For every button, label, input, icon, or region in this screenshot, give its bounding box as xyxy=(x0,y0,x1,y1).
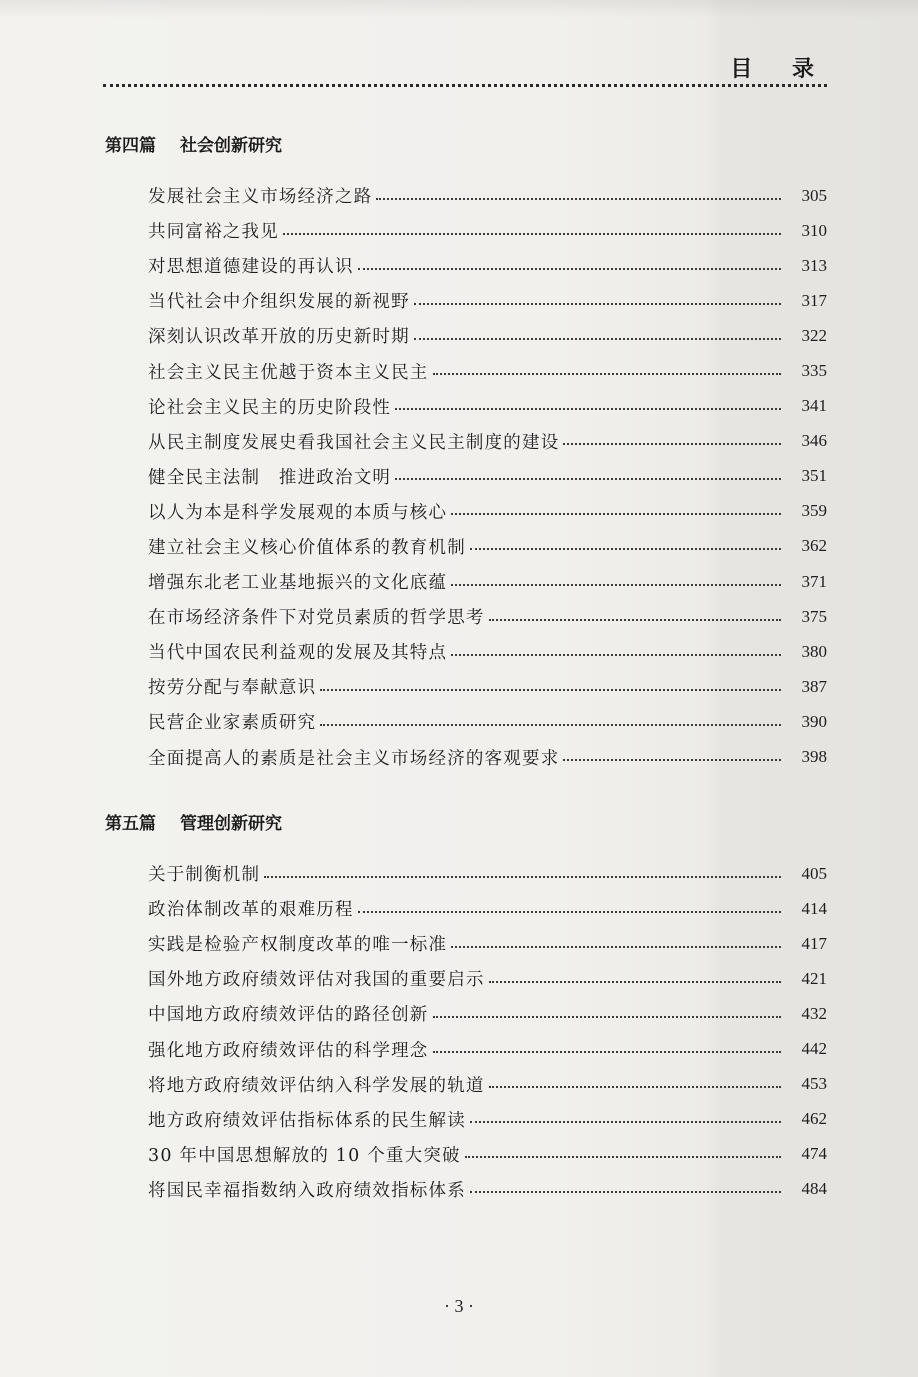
dot-leader xyxy=(433,1016,782,1018)
toc-entry-page: 421 xyxy=(801,968,827,988)
toc-entry-page: 362 xyxy=(801,536,827,556)
toc-entry[interactable] xyxy=(148,856,827,891)
toc-list xyxy=(105,178,827,775)
toc-entry-page: 398 xyxy=(801,747,827,767)
toc-entry-page: 417 xyxy=(801,933,827,953)
toc-entry[interactable] xyxy=(148,961,827,996)
toc-entry-page: 322 xyxy=(801,325,827,345)
toc-section-4 xyxy=(105,134,827,775)
dot-leader xyxy=(358,911,781,913)
toc-entry[interactable] xyxy=(148,1172,827,1207)
toc-entry-title: 从民主制度发展史看我国社会主义民主制度的建设 xyxy=(148,432,560,453)
toc-entry-page: 351 xyxy=(801,466,827,486)
toc-entry-title: 共同富裕之我见 xyxy=(148,222,279,243)
toc-entry[interactable] xyxy=(148,669,827,704)
toc-entry[interactable] xyxy=(148,740,827,775)
toc-entry-page: 442 xyxy=(801,1039,827,1059)
toc-entry-title: 30 年中国思想解放的 10 个重大突破 xyxy=(148,1145,461,1166)
toc-entry-page: 305 xyxy=(801,185,827,205)
dot-leader xyxy=(489,1086,781,1088)
toc-entry-title: 强化地方政府绩效评估的科学理念 xyxy=(148,1040,429,1061)
toc-entry[interactable] xyxy=(148,318,827,353)
toc-entry-title: 健全民主法制 推进政治文明 xyxy=(148,467,392,488)
toc-entry-title: 将地方政府绩效评估纳入科学发展的轨道 xyxy=(148,1075,485,1096)
toc-entry-page: 474 xyxy=(801,1144,827,1164)
toc-entry-title: 全面提高人的素质是社会主义市场经济的客观要求 xyxy=(148,748,560,769)
toc-entry-title: 在市场经济条件下对党员素质的哲学思考 xyxy=(148,608,485,629)
toc-entry-page: 484 xyxy=(801,1179,827,1199)
page-number: · 3 · xyxy=(444,1296,474,1316)
dot-leader xyxy=(563,759,781,761)
dot-leader xyxy=(470,1121,781,1123)
toc-entry-page: 310 xyxy=(801,220,827,240)
toc-entry-title: 地方政府绩效评估指标体系的民生解读 xyxy=(148,1110,466,1131)
toc-entry[interactable] xyxy=(148,564,827,599)
toc-entry-title: 民营企业家素质研究 xyxy=(148,713,317,734)
toc-entry[interactable] xyxy=(148,389,827,424)
toc-entry-title: 中国地方政府绩效评估的路径创新 xyxy=(148,1005,429,1026)
toc-entry-page: 359 xyxy=(801,501,827,521)
toc-entry[interactable] xyxy=(148,529,827,564)
toc-entry[interactable] xyxy=(148,178,827,213)
toc-entry-title: 发展社会主义市场经济之路 xyxy=(148,187,373,208)
toc-entry[interactable] xyxy=(148,891,827,926)
toc-entry-page: 462 xyxy=(801,1109,827,1129)
toc-entry-page: 432 xyxy=(801,1003,827,1023)
toc-entry[interactable] xyxy=(148,996,827,1031)
dot-leader xyxy=(465,1156,781,1158)
toc-entry-title: 国外地方政府绩效评估对我国的重要启示 xyxy=(148,970,485,991)
toc-entry-page: 371 xyxy=(801,571,827,591)
dot-leader xyxy=(470,1191,781,1193)
dot-leader xyxy=(414,338,781,340)
dot-leader xyxy=(451,584,781,586)
section-heading xyxy=(105,134,827,158)
dot-leader xyxy=(320,689,781,691)
toc-entry-title: 论社会主义民主的历史阶段性 xyxy=(148,397,392,418)
header-dotted-rule xyxy=(103,84,827,87)
toc-entry-title: 以人为本是科学发展观的本质与核心 xyxy=(148,502,448,523)
dot-leader xyxy=(376,198,781,200)
section-title: 社会创新研究 xyxy=(180,136,282,156)
dot-leader xyxy=(264,876,781,878)
toc-entry[interactable] xyxy=(148,1137,827,1172)
dot-leader xyxy=(433,1051,782,1053)
dot-leader xyxy=(395,478,781,480)
toc-entry-page: 335 xyxy=(801,361,827,381)
toc-entry-page: 453 xyxy=(801,1074,827,1094)
toc-entry-page: 313 xyxy=(801,255,827,275)
toc-entry-title: 增强东北老工业基地振兴的文化底蕴 xyxy=(148,573,448,594)
toc-entry[interactable] xyxy=(148,353,827,388)
toc-entry-title: 对思想道德建设的再认识 xyxy=(148,257,354,278)
toc-entry-title: 关于制衡机制 xyxy=(148,865,261,886)
toc-entry[interactable] xyxy=(148,599,827,634)
toc-entry-page: 380 xyxy=(801,641,827,661)
toc-entry[interactable] xyxy=(148,283,827,318)
toc-entry-page: 414 xyxy=(801,898,827,918)
toc-entry-title: 当代中国农民利益观的发展及其特点 xyxy=(148,643,448,664)
toc-entry[interactable] xyxy=(148,424,827,459)
toc-entry[interactable] xyxy=(148,634,827,669)
toc-entry-page: 317 xyxy=(801,290,827,310)
toc-entry-page: 346 xyxy=(801,431,827,451)
dot-leader xyxy=(320,724,781,726)
toc-entry[interactable] xyxy=(148,1031,827,1066)
toc-entry-title: 深刻认识改革开放的历史新时期 xyxy=(148,327,410,348)
toc-entry[interactable] xyxy=(148,213,827,248)
dot-leader xyxy=(470,548,781,550)
dot-leader xyxy=(433,373,782,375)
section-heading xyxy=(105,812,827,836)
toc-section-5 xyxy=(105,812,827,1207)
toc-entry-title: 将国民幸福指数纳入政府绩效指标体系 xyxy=(148,1180,466,1201)
toc-entry-title: 政治体制改革的艰难历程 xyxy=(148,900,354,921)
dot-leader xyxy=(283,233,781,235)
toc-entry-page: 341 xyxy=(801,396,827,416)
toc-entry[interactable] xyxy=(148,248,827,283)
section-title: 管理创新研究 xyxy=(180,814,282,834)
toc-entry-page: 387 xyxy=(801,676,827,696)
toc-entry-title: 建立社会主义核心价值体系的教育机制 xyxy=(148,537,466,558)
toc-entry-title: 当代社会中介组织发展的新视野 xyxy=(148,292,410,313)
toc-entry-page: 375 xyxy=(801,606,827,626)
toc-entry-title: 实践是检验产权制度改革的唯一标准 xyxy=(148,935,448,956)
toc-entry-title: 按劳分配与奉献意识 xyxy=(148,678,317,699)
dot-leader xyxy=(451,513,781,515)
page-header-title: 目 录 xyxy=(730,57,830,82)
dot-leader xyxy=(451,946,781,948)
toc-entry[interactable] xyxy=(148,704,827,739)
toc-entry[interactable] xyxy=(148,926,827,961)
toc-entry[interactable] xyxy=(148,494,827,529)
section-number: 第四篇 xyxy=(105,136,156,156)
dot-leader xyxy=(451,654,781,656)
toc-entry[interactable] xyxy=(148,1102,827,1137)
section-number: 第五篇 xyxy=(105,814,156,834)
scan-shadow xyxy=(0,0,918,18)
dot-leader xyxy=(489,619,781,621)
toc-entry-page: 390 xyxy=(801,711,827,731)
dot-leader xyxy=(489,981,781,983)
dot-leader xyxy=(414,303,781,305)
toc-entry-page: 405 xyxy=(801,863,827,883)
toc-entry-title: 社会主义民主优越于资本主义民主 xyxy=(148,362,429,383)
toc-entry[interactable] xyxy=(148,1067,827,1102)
dot-leader xyxy=(395,408,781,410)
dot-leader xyxy=(563,443,781,445)
dot-leader xyxy=(358,268,781,270)
toc-entry[interactable] xyxy=(148,459,827,494)
toc-list xyxy=(105,856,827,1207)
